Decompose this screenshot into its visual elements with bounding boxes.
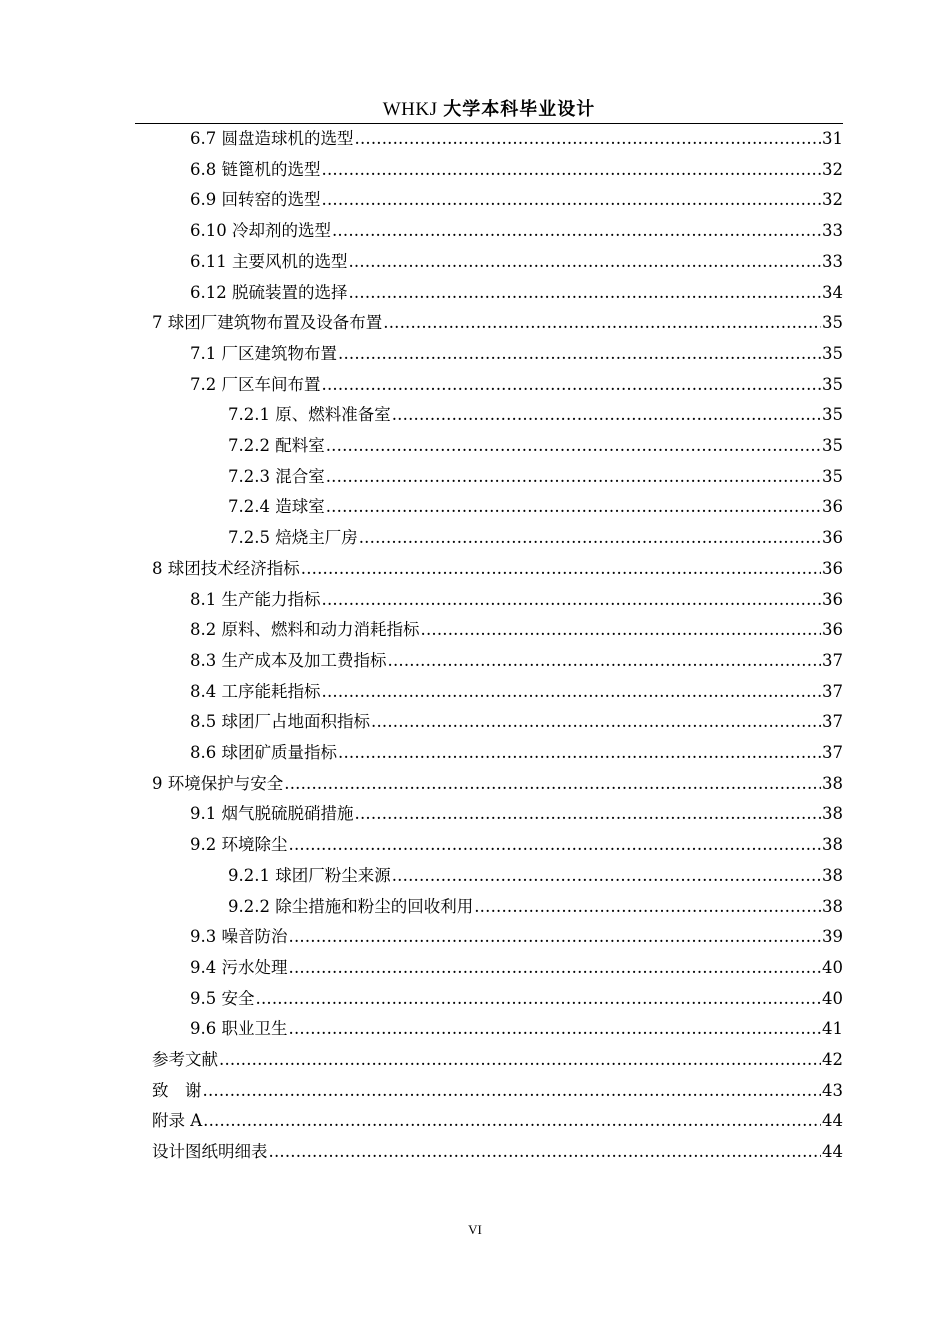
toc-entry-title: 9.2.1 球团厂粉尘来源 <box>228 865 391 885</box>
toc-entry-page: 38 <box>822 896 843 916</box>
toc-entry-title: 8.4 工序能耗指标 <box>190 681 321 701</box>
toc-entry-page: 33 <box>822 221 843 241</box>
toc-leader-dots <box>289 922 822 952</box>
page-header <box>135 96 843 124</box>
header-cjk: 大学本科毕业设计 <box>443 99 596 120</box>
toc-leader-dots <box>348 278 821 308</box>
toc-entry-page: 40 <box>822 957 843 977</box>
toc-entry-title: 8.3 生产成本及加工费指标 <box>190 650 387 670</box>
toc-leader-dots <box>332 216 821 246</box>
toc-leader-dots <box>338 339 821 369</box>
toc-leader-dots <box>219 1045 821 1075</box>
toc-entry[interactable] <box>190 984 843 1014</box>
toc-entry[interactable] <box>152 1137 843 1167</box>
toc-entry[interactable] <box>190 738 843 768</box>
toc-leader-dots <box>371 707 821 737</box>
toc-entry[interactable] <box>190 370 843 400</box>
toc-leader-dots <box>301 554 821 584</box>
toc-entry-page: 42 <box>822 1050 843 1069</box>
toc-entry-page: 36 <box>822 620 843 640</box>
toc-entry[interactable] <box>190 124 843 154</box>
toc-entry[interactable] <box>190 677 843 707</box>
toc-leader-dots <box>289 953 822 983</box>
toc-entry[interactable] <box>190 278 843 308</box>
toc-entry[interactable] <box>228 400 843 430</box>
toc-entry[interactable] <box>228 431 843 461</box>
toc-leader-dots <box>289 830 822 860</box>
page-number: VI <box>468 1222 482 1237</box>
toc-entry-title: 7.2.1 原、燃料准备室 <box>228 405 391 425</box>
toc-entry[interactable] <box>190 830 843 860</box>
toc-entry-page: 38 <box>822 773 843 793</box>
toc-leader-dots <box>203 1106 821 1136</box>
toc-entry[interactable] <box>190 1014 843 1044</box>
toc-entry-title: 6.9 回转窑的选型 <box>190 190 321 210</box>
toc-entry-title: 9.2.2 除尘措施和粉尘的回收利用 <box>228 896 474 916</box>
header-title <box>383 96 596 123</box>
toc-entry[interactable] <box>152 1076 843 1106</box>
toc-entry-page: 35 <box>822 374 843 394</box>
toc-leader-dots <box>359 523 821 553</box>
toc-entry-title: 致 谢 <box>152 1080 202 1100</box>
toc-entry-title: 设计图纸明细表 <box>152 1142 268 1162</box>
toc-entry-page: 38 <box>822 865 843 885</box>
toc-entry-title: 9.3 噪音防治 <box>190 927 288 947</box>
toc-entry-page: 38 <box>822 804 843 824</box>
toc-leader-dots <box>326 462 821 492</box>
toc-entry-title: 9.6 职业卫生 <box>190 1019 288 1039</box>
toc-entry[interactable] <box>152 769 843 799</box>
toc-entry-page: 40 <box>822 988 843 1008</box>
toc-entry-title: 7.1 厂区建筑物布置 <box>190 343 337 363</box>
toc-entry-page: 36 <box>822 558 843 578</box>
header-latin: WHKJ <box>382 99 438 120</box>
toc-entry[interactable] <box>190 216 843 246</box>
toc-entry-page: 37 <box>822 712 843 732</box>
toc-entry-page: 37 <box>822 743 843 762</box>
toc-entry-page: 43 <box>822 1080 843 1100</box>
toc-entry[interactable] <box>190 615 843 645</box>
toc-entry-page: 34 <box>822 282 843 302</box>
toc-entry-title: 9 环境保护与安全 <box>152 773 284 793</box>
toc-leader-dots <box>284 769 821 799</box>
toc-entry[interactable] <box>228 492 843 522</box>
toc-leader-dots <box>203 1076 822 1106</box>
toc-entry-page: 38 <box>822 835 843 855</box>
toc-entry-page: 44 <box>822 1111 843 1131</box>
toc-entry-title: 9.1 烟气脱硫脱硝措施 <box>190 804 354 824</box>
toc-leader-dots <box>269 1137 822 1167</box>
toc-leader-dots <box>256 984 822 1014</box>
toc-entry-page: 37 <box>822 650 843 670</box>
toc-leader-dots <box>322 677 822 707</box>
toc-entry-title: 9.4 污水处理 <box>190 957 288 977</box>
toc-leader-dots <box>392 861 821 891</box>
toc-entry-page: 35 <box>822 436 843 455</box>
toc-leader-dots <box>322 155 822 185</box>
toc-entry-page: 36 <box>822 528 843 548</box>
toc-entry-title: 6.11 主要风机的选型 <box>190 251 348 271</box>
toc-entry-title: 8.1 生产能力指标 <box>190 589 321 609</box>
toc-entry-title: 6.8 链篦机的选型 <box>190 159 321 179</box>
toc-entry[interactable] <box>152 554 843 584</box>
toc-entry[interactable] <box>190 247 843 277</box>
toc-entry[interactable] <box>190 707 843 737</box>
toc-entry-title: 7.2.5 焙烧主厂房 <box>228 528 358 548</box>
toc-entry[interactable] <box>190 155 843 185</box>
toc-entry-page: 32 <box>822 190 843 210</box>
toc-entry-page: 35 <box>822 343 843 363</box>
toc-leader-dots <box>388 646 822 676</box>
toc-leader-dots <box>421 615 822 645</box>
toc-leader-dots <box>474 892 821 922</box>
toc-entry-page: 35 <box>822 466 843 486</box>
toc-leader-dots <box>338 738 821 768</box>
toc-leader-dots <box>322 585 822 615</box>
toc-entry-page: 44 <box>822 1142 843 1162</box>
toc-leader-dots <box>326 431 821 461</box>
toc-leader-dots <box>326 492 821 522</box>
toc-entry[interactable] <box>190 646 843 676</box>
toc-leader-dots <box>322 185 822 215</box>
toc-entry-title: 8 球团技术经济指标 <box>152 558 300 578</box>
toc-entry[interactable] <box>152 1106 843 1136</box>
toc-leader-dots <box>355 799 822 829</box>
toc-entry[interactable] <box>190 922 843 952</box>
toc-entry[interactable] <box>228 462 843 492</box>
toc-entry[interactable] <box>228 892 843 922</box>
toc-entry-page: 39 <box>822 927 843 947</box>
toc-entry-title: 7.2.3 混合室 <box>228 466 325 486</box>
toc-entry-page: 37 <box>822 681 843 701</box>
toc-entry-title: 7.2 厂区车间布置 <box>190 374 321 394</box>
toc-entry-title: 7.2.4 造球室 <box>228 497 325 517</box>
toc-entry[interactable] <box>190 953 843 983</box>
toc-leader-dots <box>355 124 822 154</box>
toc-entry-title: 7.2.2 配料室 <box>228 436 325 455</box>
toc-entry-page: 36 <box>822 497 843 517</box>
toc-entry-title: 8.6 球团矿质量指标 <box>190 743 337 762</box>
toc-entry-page: 41 <box>822 1019 843 1039</box>
toc-leader-dots <box>348 247 821 277</box>
toc-leader-dots <box>322 370 822 400</box>
toc-entry-page: 36 <box>822 589 843 609</box>
toc-entry-page: 33 <box>822 251 843 271</box>
toc-entry-title: 8.2 原料、燃料和动力消耗指标 <box>190 620 420 640</box>
toc-entry-title: 6.10 冷却剂的选型 <box>190 221 331 241</box>
toc-entry[interactable] <box>190 339 843 369</box>
toc-entry-title: 9.2 环境除尘 <box>190 835 288 855</box>
toc-entry[interactable] <box>228 861 843 891</box>
toc-entry-title: 7 球团厂建筑物布置及设备布置 <box>152 313 383 333</box>
toc-entry-page: 35 <box>822 405 843 425</box>
toc-entry[interactable] <box>190 585 843 615</box>
toc-entry[interactable] <box>190 185 843 215</box>
toc-entry-page: 31 <box>822 129 843 148</box>
toc-entry-page: 32 <box>822 159 843 179</box>
toc-entry-title: 参考文献 <box>152 1050 218 1069</box>
toc-entry-title: 附录 A <box>152 1111 203 1131</box>
toc-leader-dots <box>289 1014 822 1044</box>
toc-entry-title: 6.7 圆盘造球机的选型 <box>190 129 354 148</box>
toc-leader-dots <box>392 400 821 430</box>
toc-leader-dots <box>383 308 821 338</box>
toc-entry-page: 35 <box>822 313 843 333</box>
toc-entry[interactable] <box>190 799 843 829</box>
toc-entry-title: 8.5 球团厂占地面积指标 <box>190 712 370 732</box>
toc-entry-title: 6.12 脱硫装置的选择 <box>190 282 348 302</box>
toc-entry[interactable] <box>152 308 843 338</box>
toc-entry[interactable] <box>152 1045 843 1075</box>
toc-entry[interactable] <box>228 523 843 553</box>
toc-entry-title: 9.5 安全 <box>190 988 255 1008</box>
